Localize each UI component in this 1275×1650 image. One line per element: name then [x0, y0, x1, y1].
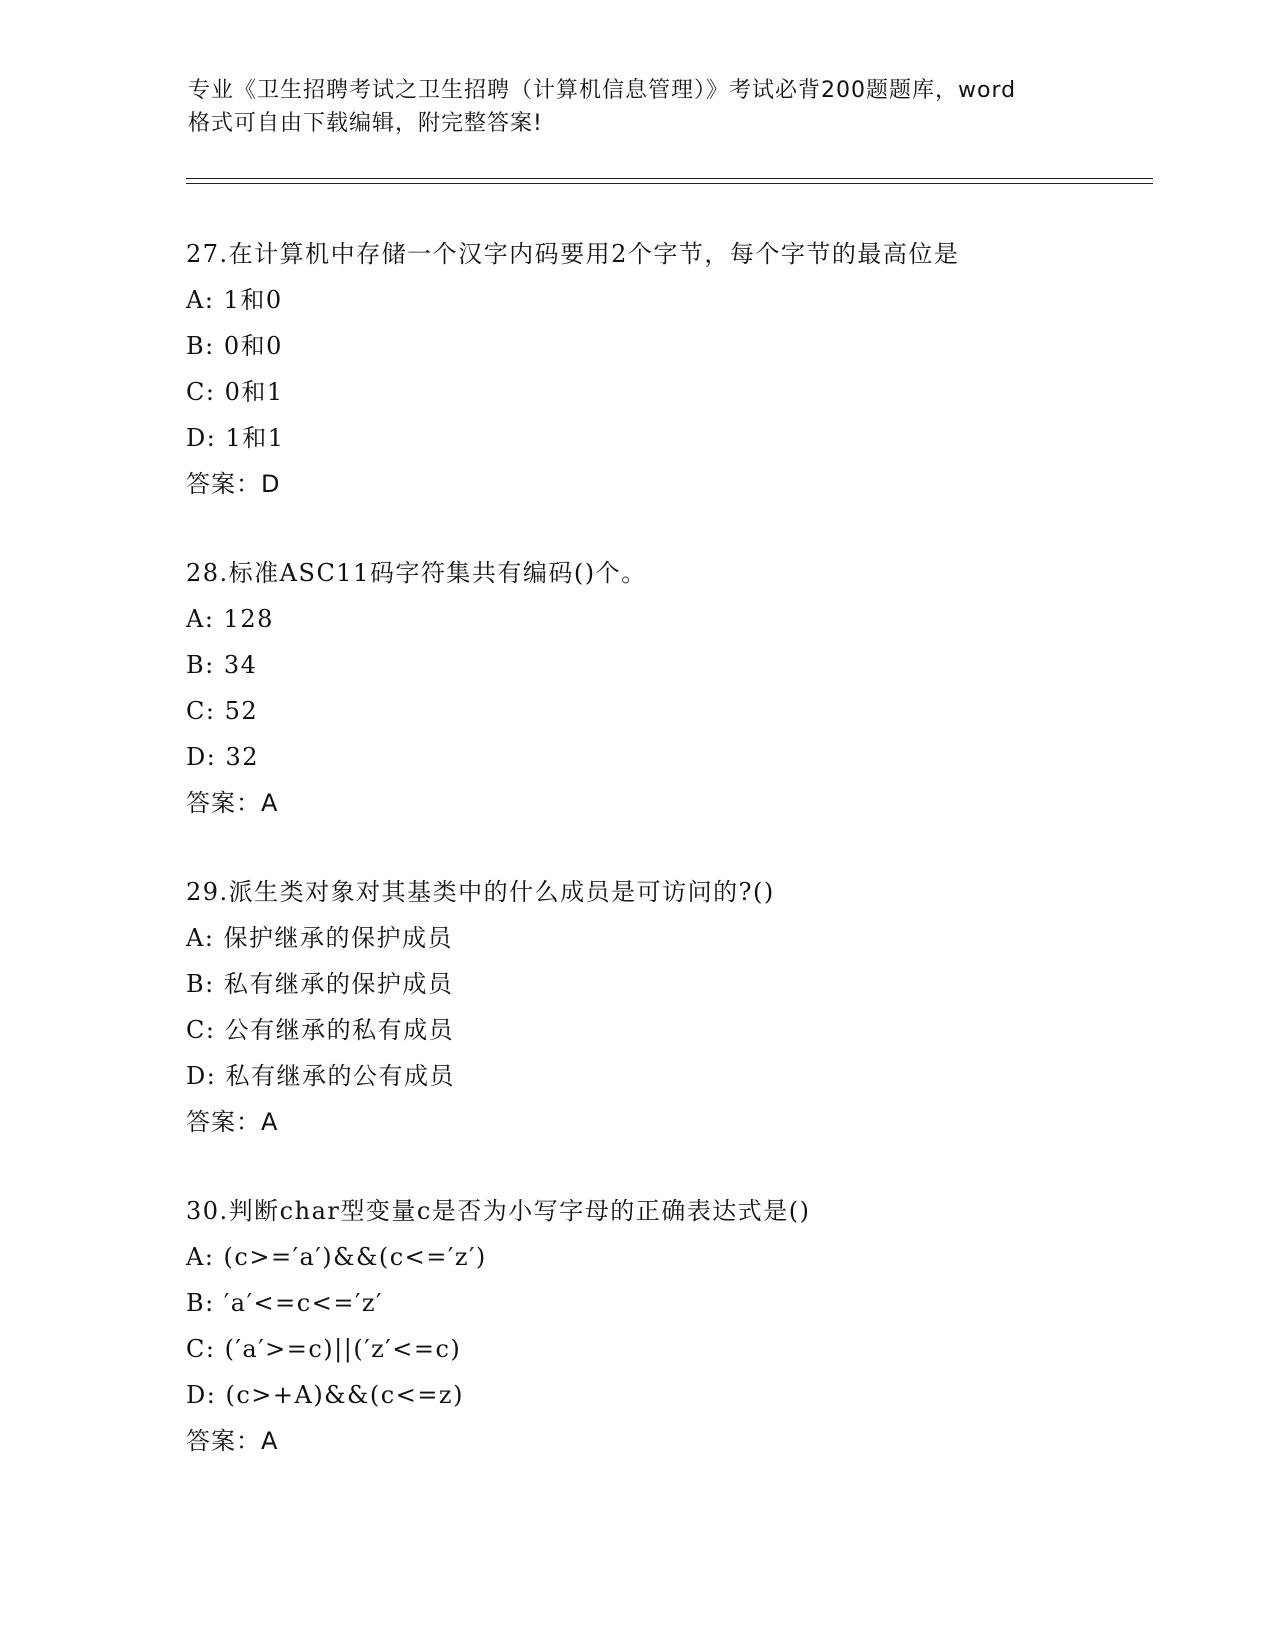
- option-d: D: 私有继承的公有成员: [186, 1062, 455, 1090]
- question-30: [186, 1188, 1146, 1464]
- option-b: B: 34: [186, 651, 258, 679]
- option-c: C: 52: [186, 697, 259, 725]
- option-c: C: (′a′>=c)||(′z′<=c): [186, 1335, 462, 1363]
- option-d: D: (c>+A)&&(c<=z): [186, 1381, 464, 1409]
- header-line-1: 专业《卫生招聘考试之卫生招聘（计算机信息管理）》考试必背200题题库，word: [188, 78, 1017, 103]
- option-a: A: 保护继承的保护成员: [186, 924, 454, 952]
- question-27: [186, 231, 1146, 507]
- option-a: A: 128: [186, 605, 274, 633]
- option-d: D: 1和1: [186, 424, 285, 452]
- header-line-2: 格式可自由下载编辑，附完整答案!: [188, 111, 543, 136]
- option-d: D: 32: [186, 743, 259, 771]
- answer: 答案：A: [186, 789, 279, 817]
- option-b: B: ′a′<=c<=′z′: [186, 1289, 383, 1317]
- document-header: [188, 74, 1108, 140]
- question-title: 27.在计算机中存储一个汉字内码要用2个字节，每个字节的最高位是: [186, 240, 960, 268]
- question-title: 29.派生类对象对其基类中的什么成员是可访问的?(): [186, 878, 775, 906]
- option-c: C: 0和1: [186, 378, 284, 406]
- header-divider-bottom: [186, 183, 1153, 184]
- question-title: 28.标准ASC11码字符集共有编码()个。: [186, 559, 647, 587]
- answer: 答案：D: [186, 470, 281, 498]
- option-a: A: 1和0: [186, 286, 283, 314]
- option-b: B: 0和0: [186, 332, 283, 360]
- header-divider-top: [186, 178, 1153, 179]
- question-title: 30.判断char型变量c是否为小写字母的正确表达式是(): [186, 1197, 811, 1225]
- question-28: [186, 550, 1146, 826]
- answer: 答案：A: [186, 1427, 279, 1455]
- option-a: A: (c>=′a′)&&(c<=′z′): [186, 1243, 487, 1271]
- option-b: B: 私有继承的保护成员: [186, 970, 454, 998]
- question-29: [186, 869, 1146, 1145]
- option-c: C: 公有继承的私有成员: [186, 1016, 455, 1044]
- answer: 答案：A: [186, 1108, 279, 1136]
